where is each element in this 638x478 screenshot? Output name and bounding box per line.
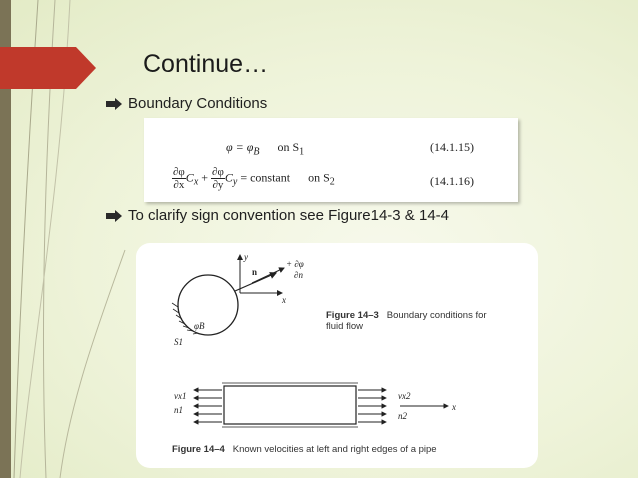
eq2-plus: + bbox=[201, 170, 209, 185]
label-phiB: φB bbox=[194, 321, 205, 331]
equation-1 bbox=[226, 140, 304, 157]
label-S1: S1 bbox=[174, 337, 183, 347]
eq2-frac1-num: ∂φ bbox=[173, 166, 185, 178]
label-n1: n1 bbox=[174, 405, 183, 415]
label-vx1: vx1 bbox=[174, 391, 187, 401]
fig3-caption-label: Figure 14–3 bbox=[326, 310, 379, 321]
eq2-sub-x: x bbox=[193, 176, 199, 188]
slide-title: Continue… bbox=[143, 50, 269, 78]
eq1-on: on S bbox=[277, 140, 300, 154]
figure-14-3-caption bbox=[326, 310, 487, 332]
equation-1-number: (14.1.15) bbox=[430, 140, 474, 154]
eq2-c1: C bbox=[185, 170, 194, 185]
equation-2-number: (14.1.16) bbox=[430, 174, 474, 188]
eq2-c2: C bbox=[224, 170, 233, 185]
label-y: y bbox=[244, 252, 248, 262]
bullet-sign-convention bbox=[106, 207, 449, 224]
fig4-caption-text: Known velocities at left and right edges of a pipe bbox=[232, 444, 437, 455]
figure-14-3-diagram bbox=[172, 252, 304, 347]
eq2-frac2-den: ∂y bbox=[212, 179, 224, 191]
equation-image bbox=[144, 118, 518, 202]
figure-diagram bbox=[136, 243, 538, 468]
figure-14-4-caption bbox=[172, 444, 437, 455]
arrow-bullet-icon bbox=[106, 98, 122, 110]
eq1-on-sub: 1 bbox=[299, 146, 305, 158]
eq1-lhs: φ = φ bbox=[226, 140, 254, 154]
bullet-text: To clarify sign convention see Figure14-3 & 14-4 bbox=[128, 207, 450, 224]
fig4-caption-label: Figure 14–4 bbox=[172, 444, 225, 455]
label-n2: n2 bbox=[398, 411, 407, 421]
label-vx2: vx2 bbox=[398, 391, 411, 401]
bullet-boundary-conditions bbox=[106, 95, 267, 112]
label-n: n bbox=[252, 267, 258, 277]
label-x: x bbox=[282, 295, 286, 305]
pipe bbox=[224, 386, 356, 424]
title-arrow-icon bbox=[0, 47, 96, 89]
eq2-frac2-num: ∂φ bbox=[212, 166, 224, 178]
left-velocity-arrows bbox=[194, 390, 222, 422]
label-dn: ∂n bbox=[294, 270, 303, 280]
figure-14-4-diagram bbox=[174, 383, 456, 427]
fig3-caption-text2: fluid flow bbox=[326, 321, 363, 332]
bullet-text: Boundary Conditions bbox=[128, 95, 268, 112]
label-dphi: + ∂φ bbox=[286, 259, 304, 269]
boundary-circle bbox=[178, 275, 238, 335]
equation-2 bbox=[172, 166, 335, 191]
fig3-caption-text: Boundary conditions for bbox=[386, 310, 487, 321]
figure-image bbox=[136, 243, 538, 468]
eq2-on: on S bbox=[308, 170, 330, 185]
eq2-sub-y: y bbox=[232, 176, 238, 188]
eq2-frac2 bbox=[211, 166, 225, 191]
eq1-sub: B bbox=[253, 146, 260, 158]
eq2-rhs: = constant bbox=[240, 170, 291, 185]
arrow-bullet-icon bbox=[106, 210, 122, 222]
label-pipe-x: x bbox=[452, 402, 456, 412]
right-velocity-arrows bbox=[358, 390, 386, 422]
eq2-frac1 bbox=[172, 166, 186, 191]
eq2-frac1-den: ∂x bbox=[173, 179, 185, 191]
eq2-on-sub: 2 bbox=[329, 176, 335, 188]
